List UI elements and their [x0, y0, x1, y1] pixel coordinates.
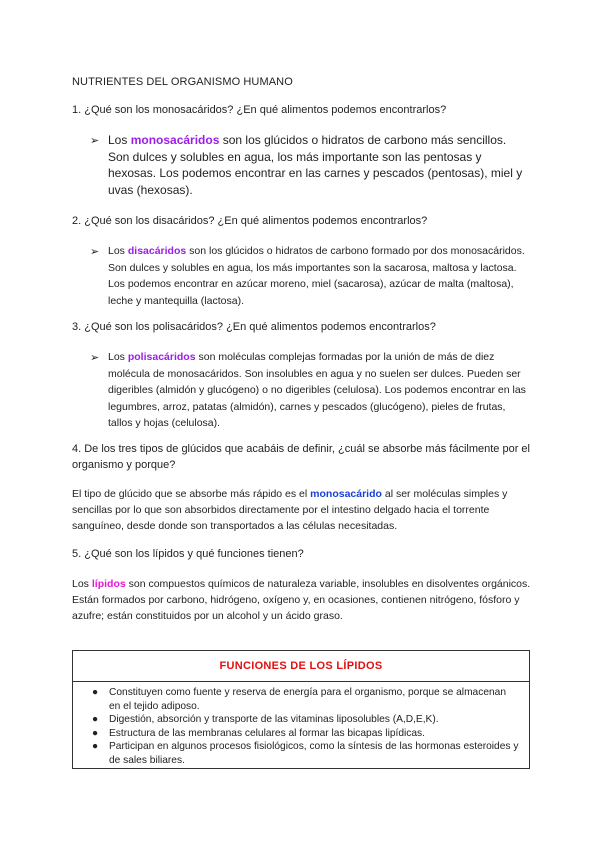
answer-4: [72, 486, 532, 534]
list-item: [92, 727, 519, 741]
list-item: [92, 740, 519, 767]
answer-4-post: al ser moléculas simples y sencillas por lo que son absorbidos directamente por el intestino delgado hacia el torrente sanguíneo, desde donde son transportados a las células necesitadas.: [72, 488, 508, 532]
arrow-bullet-icon: ➢: [90, 352, 100, 364]
lipid-functions-table: [72, 650, 530, 769]
bullet-dot-icon: ●: [92, 714, 99, 725]
list-item-text: Constituyen como fuente y reserva de energía para el organismo, porque se almacenan en el tejido adiposo.: [109, 687, 506, 712]
answer-1-post: son los glúcidos o hidratos de carbono más sencillos. Son dulces y solubles en agua, los más importante son las pentosas y hexosas. Los podemos encontrar en las carnes y pescados (pentosas), miel y uvas (hexosas).: [108, 133, 523, 198]
question-5: 5. ¿Qué son los lípidos y qué funciones tienen?: [72, 548, 304, 560]
bullet-dot-icon: ●: [92, 687, 99, 698]
answer-3-pre: Los: [108, 351, 128, 363]
list-item: [92, 686, 519, 713]
bullet-dot-icon: ●: [92, 741, 99, 752]
answer-2-pre: Los: [108, 245, 128, 257]
arrow-bullet-icon: ➢: [90, 246, 100, 258]
term-monosacaridos: monosacáridos: [130, 133, 220, 147]
list-item-text: Participan en algunos procesos fisiológicos, como la síntesis de las hormonas esteroides y de sales biliares.: [109, 741, 519, 766]
list-item-text: Estructura de las membranas celulares al formar las bicapas lipídicas.: [109, 727, 425, 739]
list-item: [92, 713, 519, 727]
arrow-bullet-icon: ➢: [90, 135, 100, 147]
term-monosacarido: monosacárido: [310, 488, 382, 500]
lipid-functions-list: [73, 682, 529, 767]
answer-1-pre: Los: [108, 133, 131, 147]
question-3: 3. ¿Qué son los polisacáridos? ¿En qué alimentos podemos encontrarlos?: [72, 321, 436, 333]
answer-2: [108, 243, 528, 309]
question-4: 4. De los tres tipos de glúcidos que acabáis de definir, ¿cuál se absorbe más fácilmente por el organismo y porque?: [72, 443, 530, 471]
answer-2-post: son los glúcidos o hidratos de carbono formado por dos monosacáridos. Son dulces y solubles en agua, los más importantes son la sacarosa, maltosa y lactosa. Los podemos encontrar en azúcar moreno, miel (sacarosa), azúcar de malta (maltosa), leche y mantequilla (lactosa).: [108, 245, 525, 307]
question-1: 1. ¿Qué son los monosacáridos? ¿En qué alimentos podemos encontrarlos?: [72, 104, 447, 116]
answer-1: [108, 132, 528, 199]
lipid-functions-heading: FUNCIONES DE LOS LÍPIDOS: [73, 651, 529, 682]
answer-5: [72, 576, 532, 624]
term-lipidos: lípidos: [91, 578, 126, 590]
question-2: 2. ¿Qué son los disacáridos? ¿En qué alimentos podemos encontrarlos?: [72, 215, 428, 227]
term-disacaridos: disacáridos: [127, 245, 187, 257]
answer-3-post: son moléculas complejas formadas por la unión de más de diez molécula de monosacáridos. Son insolubles en agua y no suelen ser dulces. Pueden ser digeribles (almidón y glucógeno) o no digeribles (celulosa). Los podemos encontrar en las legumbres, arroz, patatas (almidón), carnes y pescados (glucógeno), pieles de frutas, tallos y hojas (celulosa).: [108, 351, 526, 429]
document-title: NUTRIENTES DEL ORGANISMO HUMANO: [72, 76, 293, 88]
answer-4-pre: El tipo de glúcido que se absorbe más rápido es el: [72, 488, 311, 500]
answer-5-pre: Los: [72, 578, 92, 590]
bullet-dot-icon: ●: [92, 727, 99, 739]
term-polisacaridos: polisacáridos: [127, 351, 196, 363]
answer-3: [108, 349, 528, 432]
answer-5-post: son compuestos químicos de naturaleza variable, insolubles en disolventes orgánicos. Están formados por carbono, hidrógeno, oxígeno y, en ocasiones, contienen nitrógeno, fósforo y azufre; están constituidos por un alcohol y un ácido graso.: [72, 578, 531, 622]
list-item-text: Digestión, absorción y transporte de las vitaminas liposolubles (A,D,E,K).: [109, 714, 439, 725]
